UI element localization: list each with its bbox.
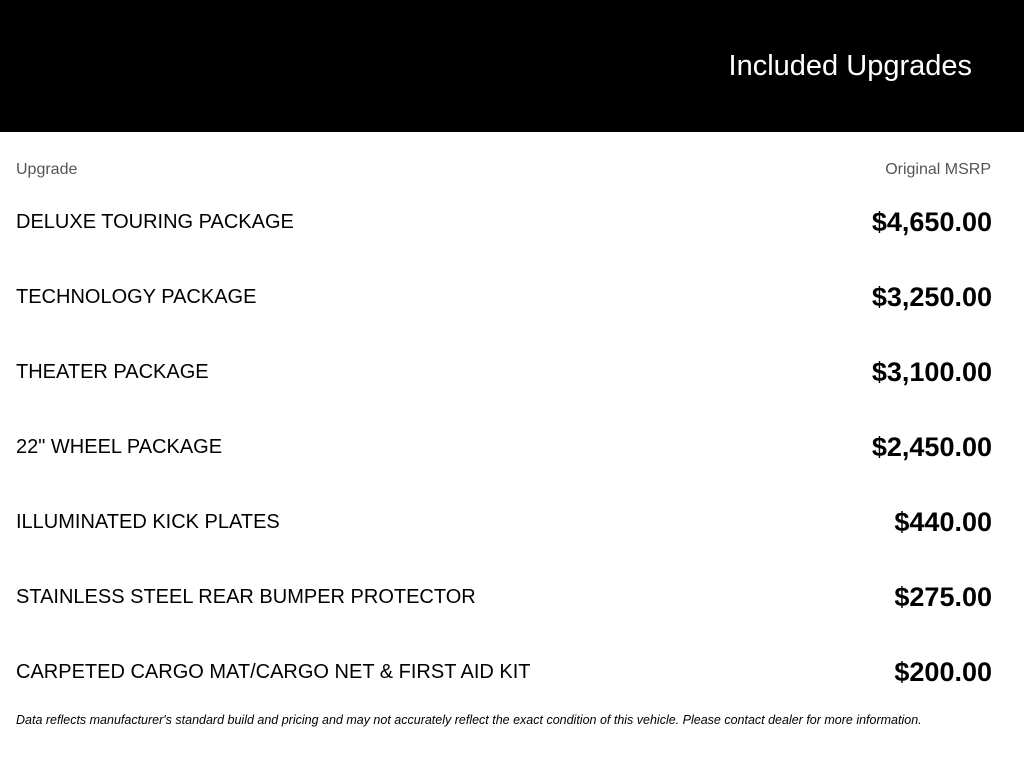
upgrade-price: $3,100.00 xyxy=(871,357,992,387)
upgrade-row xyxy=(16,422,992,497)
upgrade-price: $4,650.00 xyxy=(871,207,992,237)
upgrade-row xyxy=(16,572,992,647)
upgrade-row xyxy=(16,497,992,572)
upgrade-row xyxy=(16,197,992,272)
upgrade-name: 22" WHEEL PACKAGE xyxy=(16,436,223,458)
upgrade-name: THEATER PACKAGE xyxy=(16,361,209,383)
upgrade-price: $200.00 xyxy=(894,657,992,687)
upgrade-name: ILLUMINATED KICK PLATES xyxy=(16,511,280,533)
header-banner xyxy=(0,0,1024,132)
page-title: Included Upgrades xyxy=(728,50,972,82)
disclaimer-text: Data reflects manufacturer's standard build and pricing and may not accurately reflect the exact condition of this vehicle. Please contact dealer for more information. xyxy=(16,713,922,727)
upgrade-name: DELUXE TOURING PACKAGE xyxy=(16,211,294,233)
upgrade-price: $3,250.00 xyxy=(871,282,992,312)
upgrade-price: $440.00 xyxy=(894,507,992,537)
upgrades-list xyxy=(16,197,992,722)
upgrade-price: $2,450.00 xyxy=(871,432,992,462)
upgrade-column-header: Upgrade xyxy=(16,161,78,178)
upgrade-row xyxy=(16,272,992,347)
upgrade-name: TECHNOLOGY PACKAGE xyxy=(16,286,257,308)
upgrade-row xyxy=(16,347,992,422)
upgrade-name: STAINLESS STEEL REAR BUMPER PROTECTOR xyxy=(16,586,476,608)
upgrade-price: $275.00 xyxy=(894,582,992,612)
upgrade-name: CARPETED CARGO MAT/CARGO NET & FIRST AID KIT xyxy=(16,661,531,683)
column-headers xyxy=(16,160,991,180)
msrp-column-header: Original MSRP xyxy=(885,161,991,178)
